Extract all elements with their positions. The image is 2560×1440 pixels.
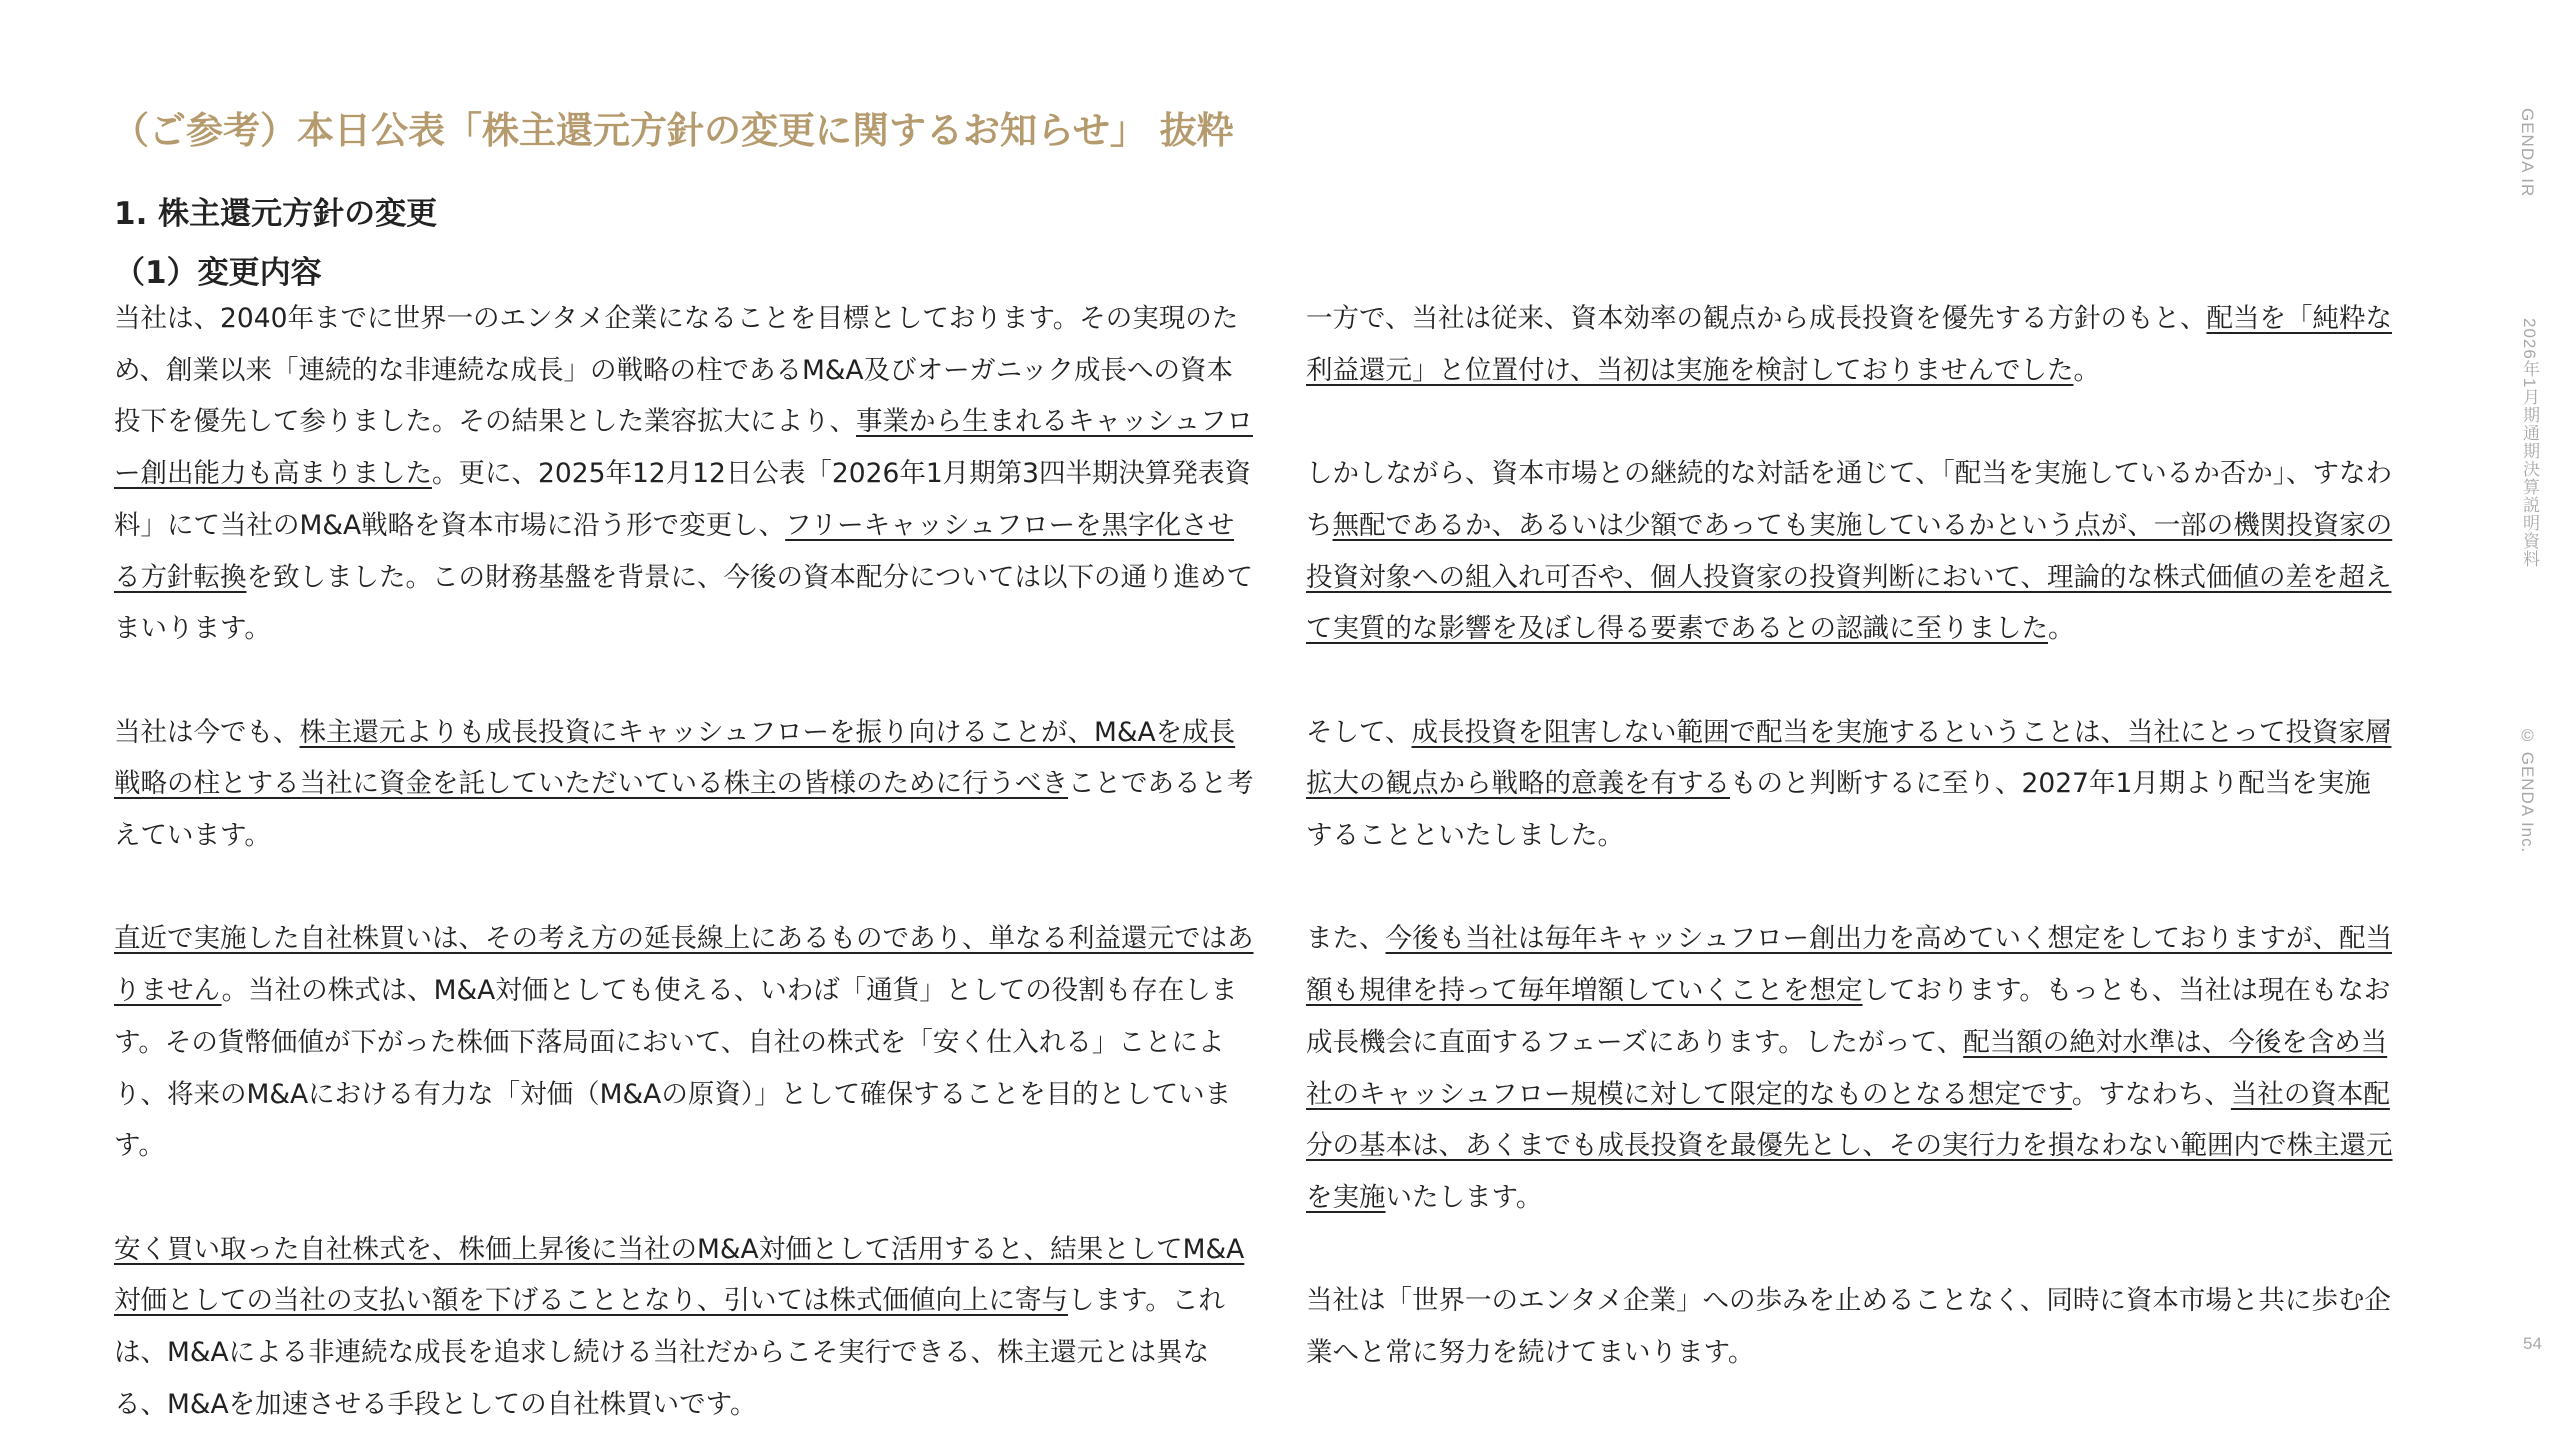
underlined-text: 今後も当社は毎年キャッシュフロー創出力を高めていく想定をしておりますが、配当額も規律を持って毎年増額していくことを想定 bbox=[1306, 923, 2392, 1007]
body-text: ものと判断するに至り、2027年1月期より配当を実施することといたしました。 bbox=[1306, 768, 2371, 851]
body-text: 当社は「世界一のエンタメ企業」への歩みを止めることなく、同時に資本市場と共に歩む企業へと常に努力を続けてまいります。 bbox=[1306, 1285, 2391, 1368]
body-text: いたします。 bbox=[1385, 1181, 1543, 1213]
underlined-text: 安く買い取った自社株式を、株価上昇後に当社のM&A対価として活用すると、結果としてM&A対価としての当社の支払い額を下げることとなり、引いては株式価値向上に寄与 bbox=[114, 1233, 1245, 1317]
body-text: しております。もっとも、当社は現在もなお成長機会に直面するフェーズにあります。したがって、 bbox=[1306, 975, 2391, 1058]
underlined-text: 直近で実施した自社株買いは、その考え方の延長線上にあるものであり、単なる利益還元ではありません bbox=[114, 923, 1254, 1007]
paragraph bbox=[1306, 1275, 2396, 1378]
paragraph bbox=[114, 913, 1254, 1172]
underlined-text: 当社の資本配分の基本は、あくまでも成長投資を最優先とし、その実行力を損なわない範囲内で株主還元を実施 bbox=[1306, 1078, 2393, 1213]
paragraph bbox=[1306, 913, 2396, 1223]
body-text: します。これは、M&Aによる非連続な成長を追求し続ける当社だからこそ実行できる、株主還元とは異なる、M&Aを加速させる手段としての自社株買いです。 bbox=[114, 1285, 1225, 1420]
page-number: 54 bbox=[2523, 1334, 2542, 1353]
subsection-heading: （1）変更内容 bbox=[114, 255, 322, 291]
body-text: また、 bbox=[1306, 923, 1386, 955]
sidebar-copyright: © GENDA Inc. bbox=[2518, 726, 2537, 854]
body-text: 。すなわち、 bbox=[2071, 1078, 2231, 1110]
left-column bbox=[114, 293, 1254, 1430]
paragraph bbox=[1306, 293, 2396, 396]
body-text: 。 bbox=[2048, 613, 2075, 645]
section-heading: 1. 株主還元方針の変更 bbox=[114, 196, 438, 232]
page-title: （ご参考）本日公表「株主還元方針の変更に関するお知らせ」 抜粋 bbox=[112, 109, 1234, 152]
paragraph bbox=[114, 1224, 1254, 1431]
sidebar-ir-label: GENDA IR bbox=[2518, 108, 2537, 198]
sidebar-document-label: 2026年1月期通期決算説明資料 bbox=[2520, 318, 2539, 569]
underlined-text: 事業から生まれるキャッシュフロー創出能力も高まりました bbox=[114, 406, 1253, 490]
underlined-text: 配当を「純粋な利益還元」と位置付け、当初は実施を検討しておりませんでした bbox=[1306, 303, 2392, 386]
body-text: ことであると考えています。 bbox=[114, 768, 1254, 852]
right-column bbox=[1306, 293, 2396, 1379]
paragraph bbox=[1306, 707, 2396, 862]
body-text: 当社は今でも、 bbox=[114, 716, 300, 748]
body-text: そして、 bbox=[1306, 716, 1412, 748]
body-text: 。更に、2025年12月12日公表「2026年1月期第3四半期決算発表資料」にて当社のM&A戦略を資本市場に沿う形で変更し、 bbox=[114, 458, 1252, 541]
body-text: を致しました。この財務基盤を背景に、今後の資本配分については以下の通り進めてまいります。 bbox=[114, 561, 1253, 645]
body-text: 。 bbox=[2073, 354, 2100, 386]
underlined-text: 成長投資を阻害しない範囲で配当を実施するということは、当社にとって投資家層拡大の観点から戦略的意義を有する bbox=[1306, 716, 2392, 800]
underlined-text: 無配であるか、あるいは少額であっても実施しているかという点が、一部の機関投資家の投資対象への組入れ可否や、個人投資家の投資判断において、理論的な株式価値の差を超えて実質的な影響を及ぼし得る要素であるとの認識に至りました bbox=[1306, 509, 2393, 645]
body-text: 一方で、当社は従来、資本効率の観点から成長投資を優先する方針のもと、 bbox=[1306, 303, 2207, 334]
body-text: 。当社の株式は、M&A対価としても使える、いわば「通貨」としての役割も存在します。その貨幣価値が下がった株価下落局面において、自社の株式を「安く仕入れる」ことにより、将来のM&Aにおける有力な「対価（M&Aの原資）」として確保することを目的としています。 bbox=[114, 975, 1238, 1162]
paragraph bbox=[114, 707, 1254, 862]
paragraph bbox=[1306, 448, 2396, 655]
body-text: しかしながら、資本市場との継続的な対話を通じて、「配当を実施しているか否か」、すなわち bbox=[1306, 458, 2392, 541]
underlined-text: 配当額の絶対水準は、今後を含め当社のキャッシュフロー規模に対して限定的なものとなる想定です bbox=[1306, 1026, 2388, 1110]
body-text: 当社は、2040年までに世界一のエンタメ企業になることを目標としております。その実現のため、創業以来「連続的な非連続な成長」の戦略の柱であるM&A及びオーガニック成長への資本投下を優先して参りました。その結果とした業容拡大により、 bbox=[114, 303, 1239, 438]
paragraph bbox=[114, 293, 1254, 655]
underlined-text: フリーキャッシュフローを黒字化させる方針転換 bbox=[114, 509, 1235, 593]
underlined-text: 株主還元よりも成長投資にキャッシュフローを振り向けることが、M&Aを成長戦略の柱とする当社に資金を託していただいている株主の皆様のために行うべき bbox=[114, 716, 1236, 800]
